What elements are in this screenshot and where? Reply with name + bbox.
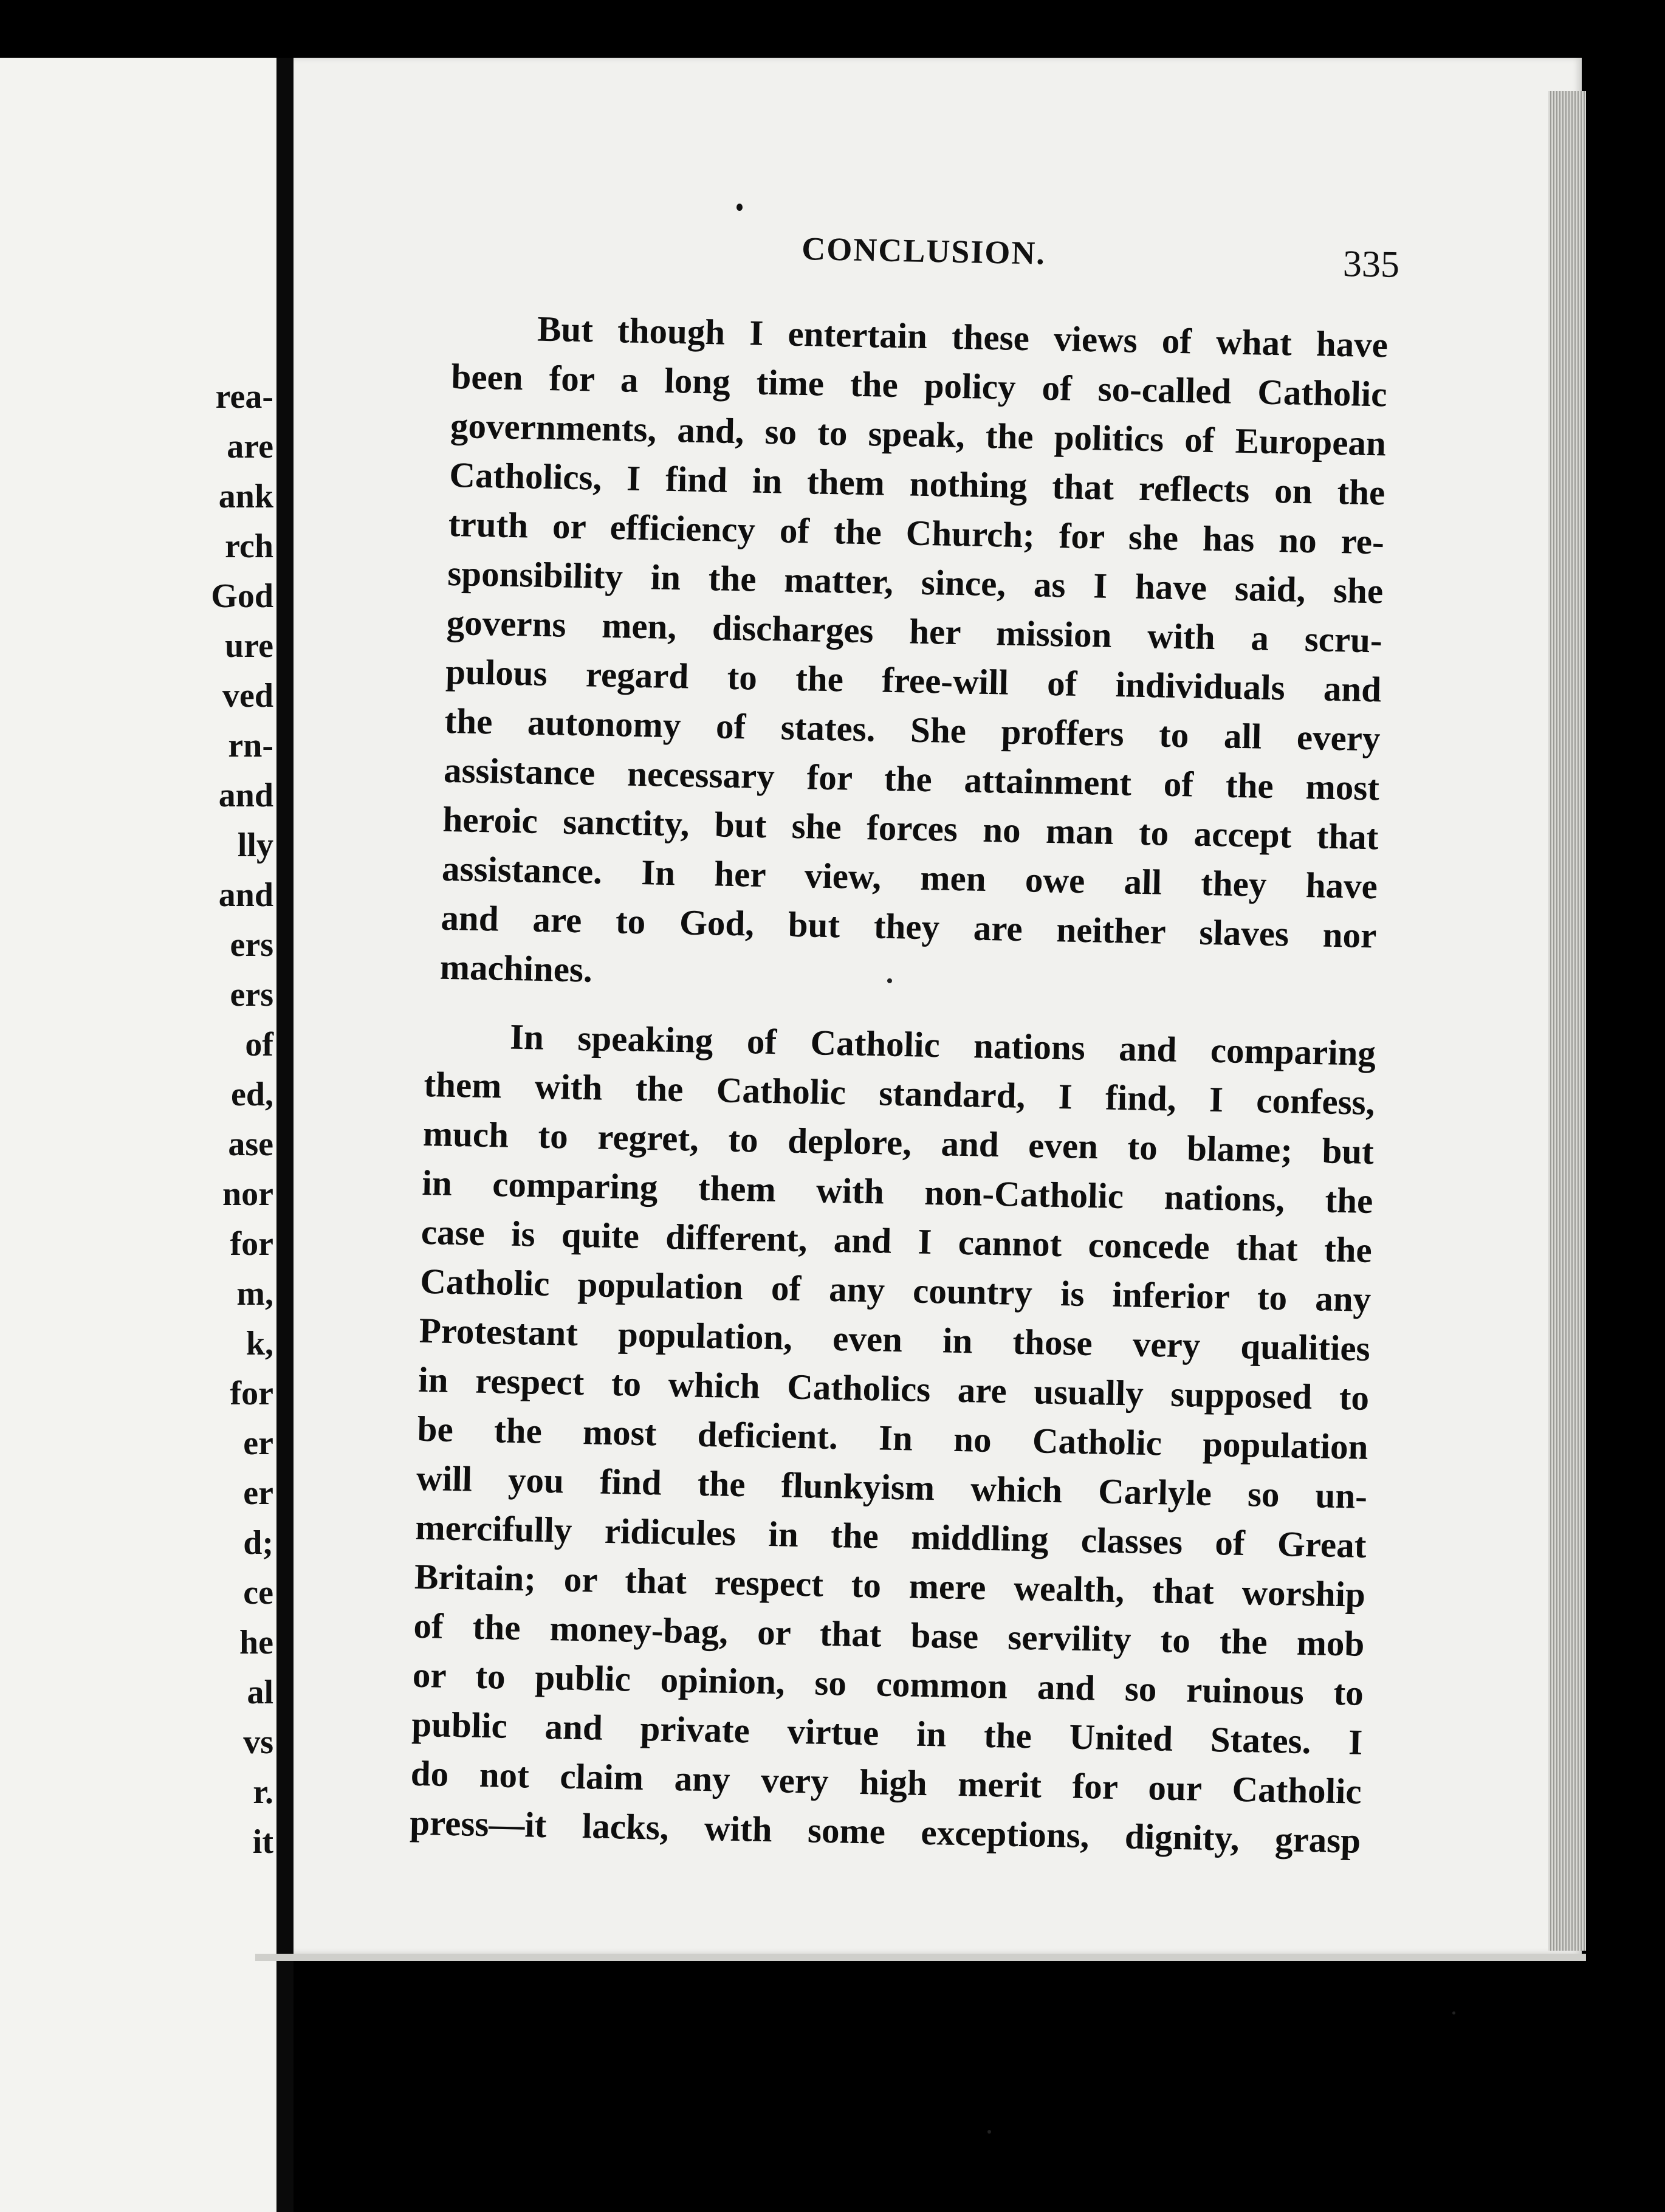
line-fragment: er xyxy=(243,1474,273,1512)
text-line: truth or efficiency of the Church; for she has no re- xyxy=(448,503,1385,562)
line-fragment: it xyxy=(252,1823,273,1861)
line-fragment: for xyxy=(230,1375,273,1412)
book-gutter xyxy=(276,58,294,2212)
line-fragment: and xyxy=(218,777,273,814)
line-fragment: he xyxy=(239,1624,273,1661)
line-fragment: ce xyxy=(243,1574,273,1612)
line-fragment: and xyxy=(218,876,273,914)
line-fragment: ers xyxy=(230,926,273,964)
ink-speck xyxy=(987,2130,991,2134)
page-number: 335 xyxy=(1342,243,1400,286)
line-fragment: rea- xyxy=(215,378,273,416)
text-line: the autonomy of states. She proffers to all every xyxy=(444,700,1381,759)
text-line: been for a long time the policy of so-called Catholic xyxy=(451,355,1388,414)
text-line: much to regret, to deplore, and even to blame; but xyxy=(422,1113,1375,1172)
text-line: Britain; or that respect to mere wealth, that worship xyxy=(414,1556,1366,1615)
text-line: governs men, discharges her mission with a scru- xyxy=(446,602,1383,661)
line-fragment: for xyxy=(230,1225,273,1263)
text-line: But though I entertain these views of what have xyxy=(537,308,1389,365)
ink-speck xyxy=(1452,2011,1455,2014)
ink-dot xyxy=(736,204,743,211)
text-line: will you find the flunkyism which Carlyle so un- xyxy=(416,1457,1368,1516)
text-line: In speaking of Catholic nations and comparing xyxy=(509,1016,1376,1074)
text-line: Catholic population of any country is inferior to any xyxy=(419,1260,1371,1319)
line-fragment: ure xyxy=(225,627,273,665)
text-line: assistance necessary for the attainment of the most xyxy=(443,749,1380,808)
paragraph-2 xyxy=(410,1011,1376,1866)
text-line: Catholics, I find in them nothing that reflects on the xyxy=(448,454,1385,513)
line-fragment: al xyxy=(247,1674,273,1711)
text-line: press—it lacks, with some exceptions, dignity, grasp xyxy=(409,1802,1361,1861)
text-line: in respect to which Catholics are usually supposed to xyxy=(417,1359,1370,1418)
paragraph-1 xyxy=(439,303,1388,1009)
line-fragment: ers xyxy=(230,976,273,1014)
line-fragment: d; xyxy=(243,1524,273,1562)
line-fragment: r. xyxy=(253,1773,273,1811)
text-line: mercifully ridicules in the middling classes of Great xyxy=(415,1506,1367,1565)
line-fragment: lly xyxy=(237,826,273,864)
line-fragment: God xyxy=(211,577,273,615)
text-line: sponsibility in the matter, since, as I have said, she xyxy=(447,552,1384,611)
text-line: or to public opinion, so common and so ruinous to xyxy=(412,1654,1364,1713)
text-line: them with the Catholic standard, I find, I confess, xyxy=(424,1063,1376,1123)
text-line: machines. xyxy=(439,946,593,990)
ink-speck xyxy=(887,978,892,983)
line-fragment: er xyxy=(243,1424,273,1462)
previous-page xyxy=(0,58,276,2212)
line-fragment: m, xyxy=(236,1275,273,1313)
line-fragment: of xyxy=(245,1026,273,1063)
running-head: CONCLUSION. xyxy=(801,230,1046,272)
page-edge xyxy=(1548,91,1586,1951)
line-fragment: ase xyxy=(228,1125,273,1163)
text-line: and are to God, but they are neither slaves nor xyxy=(440,897,1377,956)
text-line: public and private virtue in the United States. I xyxy=(411,1703,1363,1762)
line-fragment: nor xyxy=(222,1175,273,1213)
text-line: of the money-bag, or that base servility to the mob xyxy=(413,1605,1365,1664)
line-fragment: k, xyxy=(245,1325,273,1362)
line-fragment: vs xyxy=(243,1723,273,1761)
line-fragment: rn- xyxy=(228,727,273,764)
line-fragment: ed, xyxy=(231,1076,273,1113)
line-fragment: ank xyxy=(218,478,273,515)
page-bottom-edge xyxy=(255,1954,1586,1961)
text-line: be the most deficient. In no Catholic population xyxy=(417,1408,1369,1467)
text-line: assistance. In her view, men owe all they have xyxy=(441,848,1378,907)
line-fragment: rch xyxy=(225,527,273,565)
text-line: heroic sanctity, but she forces no man to accept that xyxy=(442,799,1379,857)
text-line: governments, and, so to speak, the politics of European xyxy=(450,405,1387,464)
text-line: do not claim any very high merit for our Catholic xyxy=(410,1753,1362,1812)
text-line: pulous regard to the free-will of individuals and xyxy=(445,651,1382,710)
text-line: Protestant population, even in those very qualities xyxy=(419,1310,1371,1369)
text-line: in comparing them with non-Catholic nations, the xyxy=(421,1162,1373,1221)
line-fragment: ved xyxy=(222,677,273,715)
text-line: case is quite different, and I cannot concede that the xyxy=(421,1211,1373,1270)
line-fragment: are xyxy=(227,428,273,465)
